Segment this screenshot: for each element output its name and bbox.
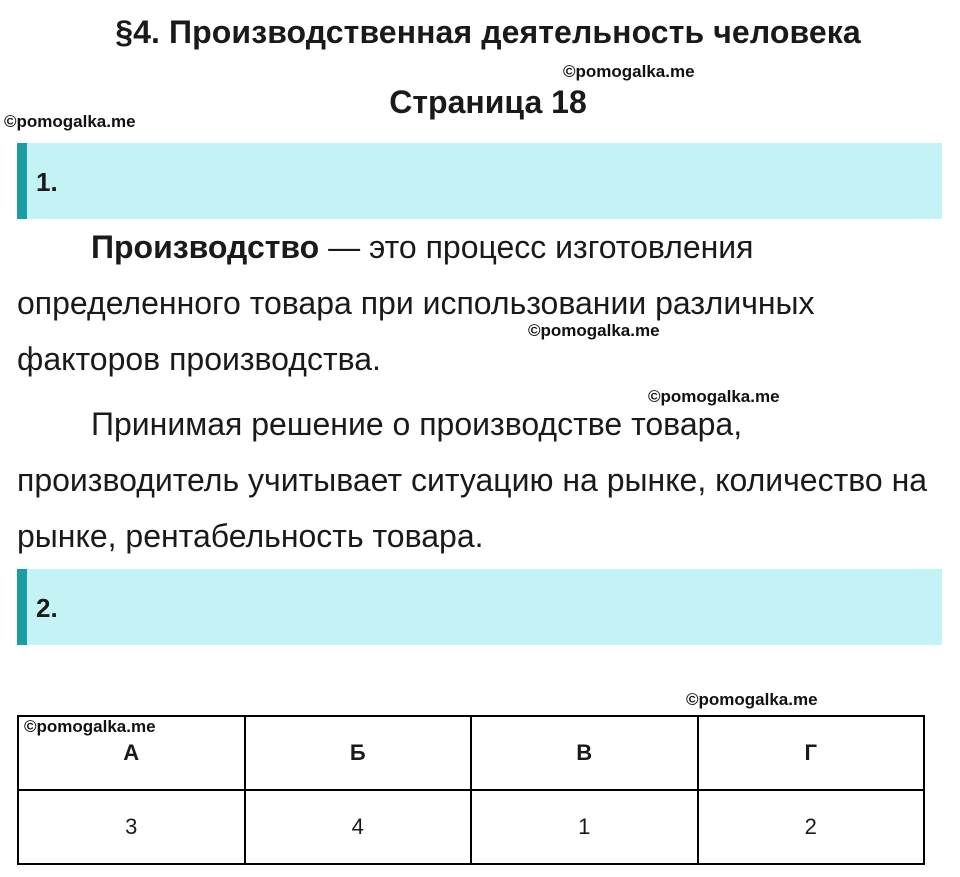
task1-paragraph-2 bbox=[17, 396, 952, 564]
decision-text: Принимая решение о производстве товара, производитель учитывает ситуацию на рынке, количество на рынке, рентабельность товара. bbox=[17, 406, 928, 554]
table-cell: 3 bbox=[18, 790, 245, 864]
page-number: Страница 18 bbox=[389, 84, 587, 120]
watermark: ©pomogalka.me bbox=[4, 112, 136, 131]
watermark: ©pomogalka.me bbox=[528, 321, 660, 340]
definition-text: — это процесс изготовления определенного товара при использовании различных факторов производства. bbox=[17, 229, 815, 377]
watermark: ©pomogalka.me bbox=[563, 62, 695, 81]
table-header-cell: А bbox=[18, 716, 245, 790]
watermark: ©pomogalka.me bbox=[686, 690, 818, 709]
table-header-cell: В bbox=[471, 716, 698, 790]
table-header-cell: Б bbox=[245, 716, 472, 790]
task-header-1 bbox=[17, 143, 942, 219]
table-cell: 2 bbox=[698, 790, 925, 864]
task-number: 2. bbox=[36, 593, 58, 623]
table-cell: 1 bbox=[471, 790, 698, 864]
table-cell: 4 bbox=[245, 790, 472, 864]
page-title: §4. Производственная деятельность человека bbox=[115, 14, 861, 50]
task-number: 1. bbox=[36, 167, 58, 197]
table-header-cell: Г bbox=[698, 716, 925, 790]
watermark: ©pomogalka.me bbox=[24, 717, 156, 736]
task1-paragraph-1 bbox=[17, 219, 952, 387]
term-production: Производство bbox=[91, 229, 320, 265]
answer-table bbox=[17, 715, 925, 865]
table-row bbox=[18, 790, 924, 864]
task-header-2 bbox=[17, 569, 942, 645]
watermark: ©pomogalka.me bbox=[648, 387, 780, 406]
